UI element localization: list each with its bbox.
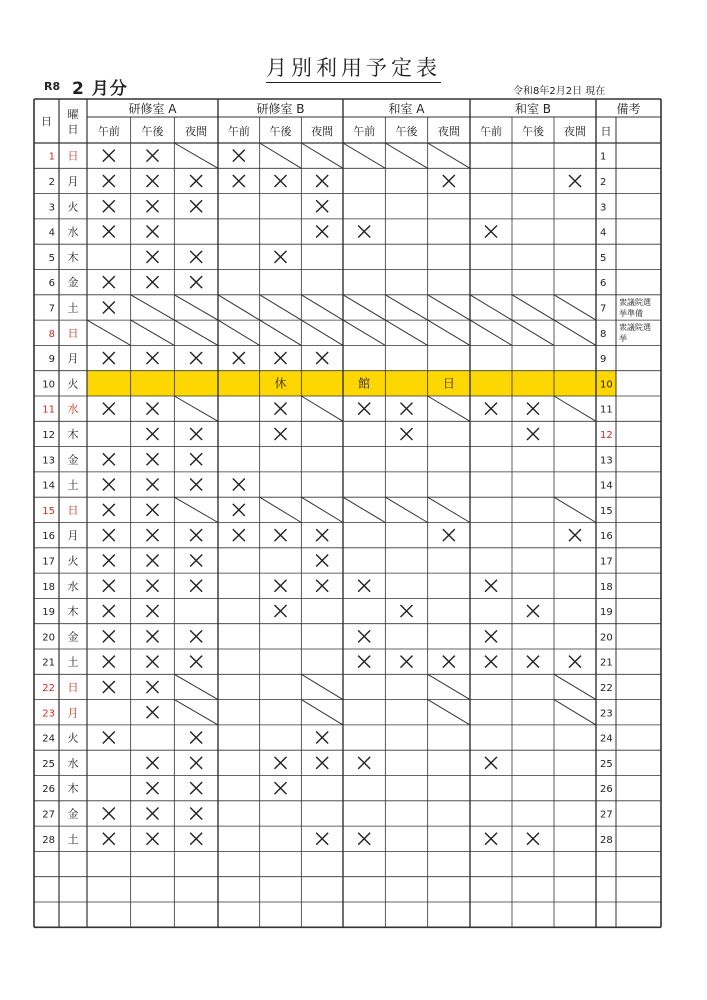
booked-mark [147, 605, 159, 617]
row-remark: 挙 [619, 334, 627, 344]
booked-mark [147, 453, 159, 465]
booked-mark [275, 428, 287, 440]
booked-mark [275, 529, 287, 541]
row-day-right: 19 [600, 607, 613, 619]
booked-mark [147, 150, 159, 162]
booked-mark [190, 732, 202, 744]
unavailable-slash [174, 396, 218, 421]
col-header-weekday: 日 [67, 123, 79, 136]
slot-header: 午後 [522, 125, 544, 138]
booked-mark [147, 352, 159, 364]
row-day: 24 [42, 733, 55, 745]
slot-header: 午前 [227, 125, 250, 138]
row-day: 1 [48, 151, 55, 163]
booked-mark [103, 807, 115, 819]
booked-mark [103, 681, 115, 693]
room-header: 和室 B [514, 102, 552, 116]
row-day: 6 [48, 278, 55, 290]
booked-mark [569, 175, 581, 187]
row-weekday: 土 [67, 655, 79, 669]
booked-mark [485, 226, 497, 238]
row-day-right: 18 [600, 581, 613, 593]
booked-mark [569, 656, 581, 668]
row-weekday: 金 [67, 453, 79, 467]
booked-mark [485, 757, 497, 769]
booked-mark [485, 580, 497, 592]
unavailable-slash [343, 295, 385, 320]
booked-mark [275, 403, 287, 415]
unavailable-slash [301, 396, 343, 421]
row-weekday: 金 [67, 807, 79, 821]
booked-mark [316, 554, 328, 566]
row-weekday: 月 [67, 174, 79, 188]
unavailable-slash [428, 674, 470, 699]
row-day-right: 5 [600, 252, 607, 264]
booked-mark [103, 226, 115, 238]
unavailable-slash [218, 295, 260, 320]
row-day-right: 14 [600, 480, 613, 492]
row-weekday: 月 [67, 352, 79, 366]
unavailable-slash [512, 295, 554, 320]
unavailable-slash [301, 674, 343, 699]
month-label: 2 月分 [72, 79, 128, 99]
booked-mark [190, 554, 202, 566]
booked-mark [443, 656, 455, 668]
booked-mark [103, 150, 115, 162]
row-remark: 衆議院選 [619, 323, 651, 333]
as-of-date: 令和8年2月2日 現在 [513, 86, 606, 97]
row-day: 22 [42, 682, 55, 694]
row-day: 28 [42, 834, 55, 846]
row-day: 11 [42, 404, 55, 416]
unavailable-slash [470, 320, 512, 345]
unavailable-slash [428, 295, 470, 320]
row-weekday: 火 [67, 377, 79, 391]
row-day-right: 28 [600, 834, 613, 846]
booked-mark [103, 504, 115, 516]
unavailable-slash [554, 700, 596, 725]
row-day-right: 11 [600, 404, 613, 416]
booked-mark [190, 175, 202, 187]
unavailable-slash [131, 320, 175, 345]
booked-mark [316, 175, 328, 187]
slot-header: 夜間 [564, 125, 586, 138]
row-day-right: 23 [600, 708, 613, 720]
unavailable-slash [343, 320, 385, 345]
slot-header: 夜間 [437, 125, 460, 138]
booked-mark [103, 605, 115, 617]
slot-header: 午後 [395, 125, 418, 138]
row-weekday: 日 [67, 680, 79, 694]
booked-mark [190, 453, 202, 465]
booked-mark [358, 656, 370, 668]
booked-mark [147, 630, 159, 642]
slot-header: 午後 [141, 125, 164, 138]
row-day-right: 9 [600, 354, 607, 366]
unavailable-slash [301, 143, 343, 168]
booked-mark [190, 479, 202, 491]
col-header-remarks: 備考 [616, 102, 641, 116]
booked-mark [147, 504, 159, 516]
unavailable-slash [385, 320, 427, 345]
booked-mark [401, 428, 413, 440]
row-day: 12 [42, 429, 55, 441]
unavailable-slash [554, 674, 596, 699]
slot-header: 午前 [480, 125, 502, 138]
booked-mark [147, 807, 159, 819]
booked-mark [190, 656, 202, 668]
row-weekday: 月 [67, 706, 79, 720]
booked-mark [190, 529, 202, 541]
room-header: 和室 A [388, 102, 425, 116]
room-header: 研修室 A [128, 102, 177, 116]
booked-mark [147, 681, 159, 693]
booked-mark [316, 352, 328, 364]
booked-mark [527, 428, 539, 440]
row-weekday: 日 [67, 149, 79, 163]
unavailable-slash [174, 295, 218, 320]
row-weekday: 金 [67, 276, 79, 290]
booked-mark [190, 757, 202, 769]
row-weekday: 土 [67, 478, 79, 492]
booked-mark [103, 175, 115, 187]
row-day: 13 [42, 455, 55, 467]
row-day-right: 1 [600, 151, 607, 163]
booked-mark [527, 656, 539, 668]
row-weekday: 火 [67, 554, 79, 568]
booked-mark [485, 630, 497, 642]
booked-mark [147, 276, 159, 288]
closed-label: 休 [274, 376, 287, 391]
booked-mark [275, 605, 287, 617]
col-header-day: 日 [41, 115, 52, 128]
unavailable-slash [343, 497, 385, 522]
booked-mark [316, 580, 328, 592]
row-day-right: 26 [600, 784, 613, 796]
booked-mark [190, 276, 202, 288]
unavailable-slash [554, 497, 596, 522]
unavailable-slash [385, 143, 427, 168]
unavailable-slash [470, 295, 512, 320]
booked-mark [147, 428, 159, 440]
booked-mark [358, 226, 370, 238]
row-day: 19 [42, 607, 55, 619]
era-label: R8 [44, 80, 61, 93]
booked-mark [401, 656, 413, 668]
closed-day-band [87, 371, 616, 396]
row-day: 21 [42, 657, 55, 669]
booked-mark [275, 757, 287, 769]
booked-mark [190, 782, 202, 794]
row-remark: 衆議院選 [619, 297, 651, 307]
booked-mark [147, 554, 159, 566]
row-day-right: 7 [600, 303, 607, 315]
booked-mark [103, 656, 115, 668]
booked-mark [190, 251, 202, 263]
booked-mark [147, 175, 159, 187]
booked-mark [316, 226, 328, 238]
unavailable-slash [301, 320, 343, 345]
booked-mark [233, 504, 245, 516]
row-weekday: 火 [67, 731, 79, 745]
row-day-right: 3 [600, 202, 607, 214]
booked-mark [527, 833, 539, 845]
row-day: 16 [42, 531, 55, 543]
unavailable-slash [87, 320, 131, 345]
row-day: 18 [42, 581, 55, 593]
booked-mark [233, 529, 245, 541]
row-weekday: 月 [67, 529, 79, 543]
booked-mark [275, 782, 287, 794]
row-weekday: 木 [67, 605, 79, 619]
booked-mark [401, 605, 413, 617]
unavailable-slash [428, 396, 470, 421]
booked-mark [358, 403, 370, 415]
unavailable-slash [512, 320, 554, 345]
booked-mark [190, 352, 202, 364]
unavailable-slash [554, 320, 596, 345]
booked-mark [147, 833, 159, 845]
row-weekday: 木 [67, 427, 79, 441]
row-day-right: 21 [600, 657, 613, 669]
unavailable-slash [131, 295, 175, 320]
booked-mark [275, 175, 287, 187]
closed-label: 館 [358, 376, 371, 391]
row-weekday: 土 [67, 301, 79, 315]
booked-mark [358, 630, 370, 642]
booked-mark [316, 732, 328, 744]
row-day-right: 15 [600, 505, 613, 517]
unavailable-slash [385, 497, 427, 522]
row-weekday: 木 [67, 250, 79, 264]
slot-header: 午前 [97, 125, 120, 138]
booked-mark [147, 529, 159, 541]
unavailable-slash [174, 143, 218, 168]
booked-mark [103, 479, 115, 491]
row-day: 3 [48, 202, 55, 214]
booked-mark [527, 605, 539, 617]
booked-mark [569, 529, 581, 541]
row-day-right: 16 [600, 531, 613, 543]
row-day-right: 25 [600, 758, 613, 770]
row-day: 8 [48, 328, 55, 340]
row-remark: 挙準備 [619, 308, 643, 318]
slot-header: 夜間 [185, 125, 208, 138]
col-header-weekday: 曜 [67, 108, 79, 121]
row-weekday: 金 [67, 630, 79, 644]
row-day-right: 20 [600, 632, 613, 644]
booked-mark [275, 580, 287, 592]
booked-mark [233, 479, 245, 491]
unavailable-slash [174, 497, 218, 522]
row-day-right: 4 [600, 227, 607, 239]
booked-mark [147, 226, 159, 238]
row-weekday: 火 [67, 200, 79, 214]
unavailable-slash [301, 295, 343, 320]
row-weekday: 木 [67, 782, 79, 796]
slot-header: 午前 [353, 125, 376, 138]
booked-mark [233, 150, 245, 162]
booked-mark [233, 352, 245, 364]
booked-mark [316, 200, 328, 212]
row-day-right: 10 [600, 379, 613, 391]
unavailable-slash [428, 143, 470, 168]
row-weekday: 水 [67, 225, 79, 239]
row-weekday: 土 [67, 832, 79, 846]
row-weekday: 水 [67, 402, 79, 416]
unavailable-slash [174, 320, 218, 345]
booked-mark [103, 630, 115, 642]
unavailable-slash [174, 700, 218, 725]
booked-mark [103, 403, 115, 415]
closed-label: 日 [442, 376, 455, 391]
booked-mark [147, 580, 159, 592]
row-day: 25 [42, 758, 55, 770]
page-title: 月別利用予定表 [0, 52, 707, 82]
booked-mark [103, 276, 115, 288]
row-day-right: 2 [600, 176, 607, 188]
booked-mark [147, 782, 159, 794]
booked-mark [147, 251, 159, 263]
row-day: 27 [42, 809, 55, 821]
booked-mark [358, 580, 370, 592]
booked-mark [103, 833, 115, 845]
row-day-right: 6 [600, 278, 607, 290]
row-day-right: 12 [600, 429, 613, 441]
unavailable-slash [260, 497, 302, 522]
booked-mark [275, 352, 287, 364]
row-day-right: 8 [600, 328, 607, 340]
row-weekday: 日 [67, 503, 79, 517]
booked-mark [147, 200, 159, 212]
booked-mark [190, 833, 202, 845]
booked-mark [190, 580, 202, 592]
unavailable-slash [260, 295, 302, 320]
booked-mark [190, 630, 202, 642]
row-day: 20 [42, 632, 55, 644]
row-day-right: 27 [600, 809, 613, 821]
unavailable-slash [554, 295, 596, 320]
row-day: 7 [48, 303, 55, 315]
unavailable-slash [428, 320, 470, 345]
row-day-right: 24 [600, 733, 613, 745]
row-day: 2 [48, 176, 55, 188]
booked-mark [527, 403, 539, 415]
booked-mark [316, 529, 328, 541]
booked-mark [103, 453, 115, 465]
booked-mark [233, 175, 245, 187]
booked-mark [275, 251, 287, 263]
row-day-right: 22 [600, 682, 613, 694]
booked-mark [443, 175, 455, 187]
booked-mark [485, 656, 497, 668]
row-day: 4 [48, 227, 55, 239]
booked-mark [401, 403, 413, 415]
booked-mark [147, 757, 159, 769]
row-day: 17 [42, 556, 55, 568]
booked-mark [103, 580, 115, 592]
unavailable-slash [218, 320, 260, 345]
unavailable-slash [174, 674, 218, 699]
booked-mark [147, 479, 159, 491]
row-day: 5 [48, 252, 55, 264]
row-day: 10 [42, 379, 55, 391]
booked-mark [103, 529, 115, 541]
booked-mark [316, 833, 328, 845]
col-header-day-right: 日 [600, 125, 612, 138]
booked-mark [103, 200, 115, 212]
row-weekday: 水 [67, 579, 79, 593]
booked-mark [190, 428, 202, 440]
unavailable-slash [428, 700, 470, 725]
slot-header: 夜間 [311, 125, 334, 138]
unavailable-slash [428, 497, 470, 522]
room-header: 研修室 B [256, 102, 305, 116]
row-weekday: 日 [67, 326, 79, 340]
booked-mark [103, 352, 115, 364]
booked-mark [103, 301, 115, 313]
unavailable-slash [301, 700, 343, 725]
row-day-right: 13 [600, 455, 613, 467]
row-day-right: 17 [600, 556, 613, 568]
row-weekday: 水 [67, 756, 79, 770]
booked-mark [147, 706, 159, 718]
booked-mark [190, 807, 202, 819]
row-day: 15 [42, 505, 55, 517]
booked-mark [443, 529, 455, 541]
booked-mark [358, 757, 370, 769]
row-day: 9 [48, 354, 55, 366]
booked-mark [147, 403, 159, 415]
booked-mark [485, 833, 497, 845]
booked-mark [103, 732, 115, 744]
booked-mark [147, 656, 159, 668]
unavailable-slash [301, 497, 343, 522]
booked-mark [316, 757, 328, 769]
unavailable-slash [554, 396, 596, 421]
slot-header: 午後 [269, 125, 292, 138]
unavailable-slash [260, 320, 302, 345]
unavailable-slash [385, 295, 427, 320]
booked-mark [103, 554, 115, 566]
booked-mark [190, 200, 202, 212]
booked-mark [485, 403, 497, 415]
unavailable-slash [260, 143, 302, 168]
row-day: 14 [42, 480, 55, 492]
unavailable-slash [343, 143, 385, 168]
row-day: 26 [42, 784, 55, 796]
row-day: 23 [42, 708, 55, 720]
booked-mark [358, 833, 370, 845]
